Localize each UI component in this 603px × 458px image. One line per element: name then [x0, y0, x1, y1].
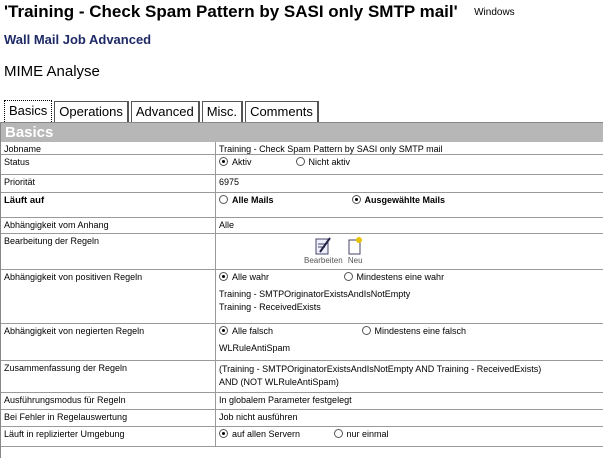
tab-comments[interactable]: Comments — [245, 101, 319, 122]
status-aktiv-option[interactable]: Aktiv — [219, 157, 293, 167]
tab-misc[interactable]: Misc. — [202, 101, 243, 122]
auf-allen-servern-option[interactable]: auf allen Servern — [219, 429, 331, 439]
radio-selected-icon[interactable] — [352, 195, 361, 204]
radio-selected-icon[interactable] — [219, 272, 228, 281]
row-jobname — [1, 142, 603, 155]
row-anhang — [1, 218, 603, 234]
ausgewaehlte-mails-option[interactable]: Ausgewählte Mails — [352, 195, 446, 205]
tab-basics[interactable]: Basics — [4, 100, 52, 122]
edit-rules-button[interactable]: Bearbeiten — [304, 236, 343, 265]
radio-empty-icon[interactable] — [219, 195, 228, 204]
job-title: 'Training - Check Spam Pattern by SASI only SMTP mail' — [4, 2, 458, 21]
summary-line-2: AND (NOT WLRuleAntiSpam) — [219, 377, 339, 387]
fehler-label: Bei Fehler in Regelauswertung — [1, 410, 216, 426]
status-label: Status — [1, 155, 216, 174]
positive-rule: Training - SMTPOriginatorExistsAndIsNotEmpty — [219, 289, 411, 299]
summary-line-1: (Training - SMTPOriginatorExistsAndIsNotEmpty AND Training - ReceivedExists) — [219, 364, 542, 374]
jobname-value: Training - Check Spam Pattern by SASI only SMTP mail — [219, 144, 443, 154]
mindestens-eine-wahr-option[interactable]: Mindestens eine wahr — [344, 272, 445, 282]
new-rule-button[interactable]: Neu — [347, 236, 363, 265]
anhang-label: Abhängigkeit vom Anhang — [1, 218, 216, 233]
section-title: MIME Analyse — [4, 63, 100, 80]
header — [4, 2, 599, 80]
laeuft-auf-label: Läuft auf — [1, 193, 216, 217]
status-nicht-aktiv-option[interactable]: Nicht aktiv — [296, 157, 351, 167]
row-fehler — [1, 410, 603, 427]
fehler-value: Job nicht ausführen — [219, 412, 298, 422]
modus-label: Ausführungsmodus für Regeln — [1, 393, 216, 409]
prioritaet-value: 6975 — [219, 177, 240, 187]
nur-einmal-option[interactable]: nur einmal — [334, 429, 389, 439]
basics-panel — [0, 122, 603, 458]
panel-title: Basics — [1, 123, 603, 142]
os-label: Windows — [474, 7, 515, 18]
positive-rule: Training - ReceivedExists — [219, 302, 321, 312]
alle-falsch-option[interactable]: Alle falsch — [219, 326, 359, 336]
prioritaet-label: Priorität — [1, 175, 216, 192]
modus-value: In globalem Parameter festgelegt — [219, 395, 352, 405]
row-bearbeitung — [1, 234, 603, 270]
alle-mails-option[interactable]: Alle Mails — [219, 195, 349, 205]
row-laeuft-auf — [1, 193, 603, 218]
radio-selected-icon[interactable] — [219, 326, 228, 335]
radio-selected-icon[interactable] — [219, 429, 228, 438]
row-status — [1, 155, 603, 175]
radio-empty-icon[interactable] — [362, 326, 371, 335]
row-negiert — [1, 324, 603, 361]
edit-icon — [314, 236, 332, 256]
zusammenfassung-label: Zusammenfassung der Regeln — [1, 361, 216, 392]
row-positive — [1, 270, 603, 324]
negiert-label: Abhängigkeit von negierten Regeln — [1, 324, 216, 360]
tab-operations[interactable]: Operations — [54, 101, 129, 122]
row-prioritaet — [1, 175, 603, 193]
tab-advanced[interactable]: Advanced — [131, 101, 200, 122]
bearbeitung-label: Bearbeitung der Regeln — [1, 234, 216, 269]
row-zusammenfassung — [1, 361, 603, 393]
jobname-label: Jobname — [1, 142, 216, 154]
row-modus — [1, 393, 603, 410]
radio-empty-icon[interactable] — [334, 429, 343, 438]
subtitle: Wall Mail Job Advanced — [4, 32, 152, 47]
positive-label: Abhängigkeit von positiven Regeln — [1, 270, 216, 323]
repliziert-label: Läuft in replizierter Umgebung — [1, 427, 216, 446]
tab-bar — [4, 100, 321, 122]
mindestens-eine-falsch-option[interactable]: Mindestens eine falsch — [362, 326, 467, 336]
row-repliziert — [1, 427, 603, 447]
negiert-rule: WLRuleAntiSpam — [219, 343, 291, 353]
anhang-value: Alle — [219, 220, 235, 230]
alle-wahr-option[interactable]: Alle wahr — [219, 272, 341, 282]
radio-selected-icon[interactable] — [219, 157, 228, 166]
radio-empty-icon[interactable] — [344, 272, 353, 281]
radio-empty-icon[interactable] — [296, 157, 305, 166]
new-icon — [347, 236, 363, 256]
